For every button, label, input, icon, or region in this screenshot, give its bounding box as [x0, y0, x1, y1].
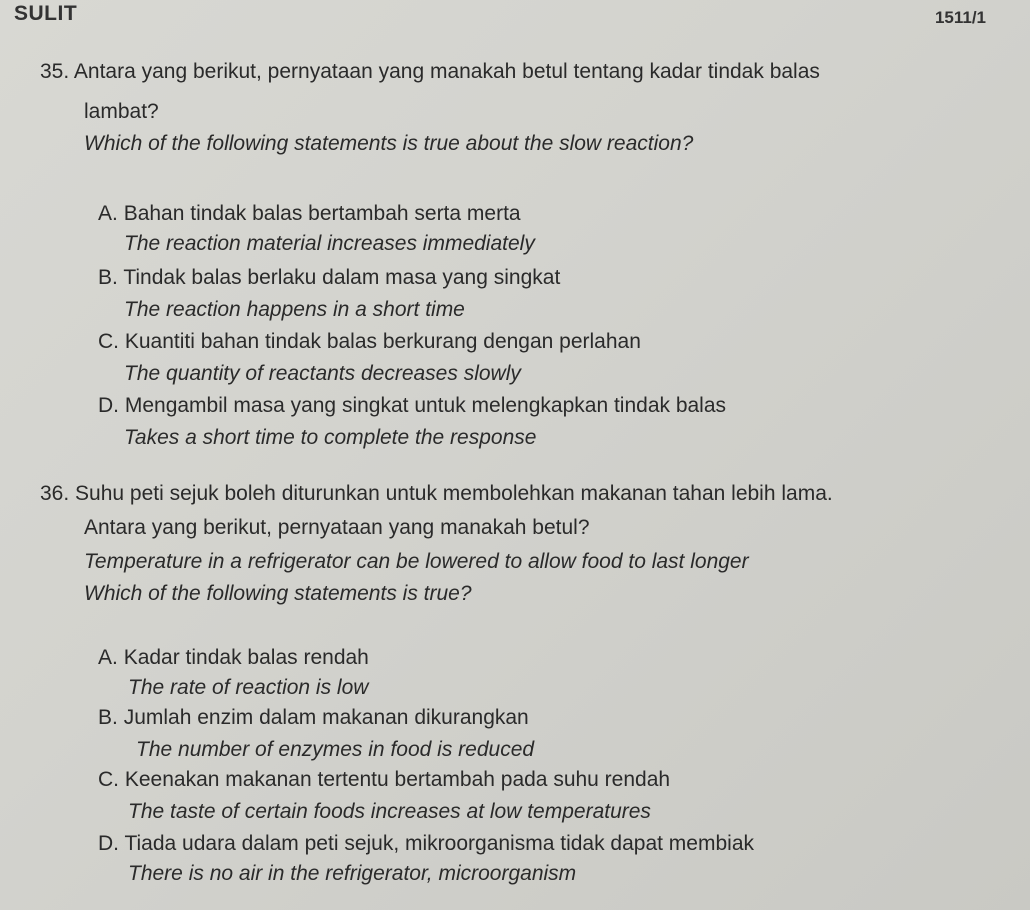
option-35-d-english: Takes a short time to complete the response — [124, 426, 537, 449]
question-36-number: 36. — [40, 482, 70, 505]
option-letter: B. — [98, 706, 118, 729]
question-35-number: 35. — [40, 60, 70, 83]
option-letter: A. — [98, 202, 118, 225]
option-35-c-malay[interactable] — [98, 330, 641, 354]
option-malay-text: Tiada udara dalam peti sejuk, mikroorganisma tidak dapat membiak — [124, 832, 754, 855]
question-35-malay-line1 — [40, 60, 820, 84]
question-35-english: Which of the following statements is true about the slow reaction? — [84, 132, 694, 155]
option-35-d-malay[interactable] — [98, 394, 726, 418]
question-36-english-line2: Which of the following statements is true? — [84, 582, 472, 605]
option-letter: C. — [98, 768, 119, 791]
option-letter: C. — [98, 330, 119, 353]
option-letter: D. — [98, 394, 119, 417]
option-malay-text: Bahan tindak balas bertambah serta merta — [123, 202, 521, 225]
option-36-d-malay[interactable] — [98, 832, 754, 856]
header-sulit: SULIT — [14, 2, 78, 25]
option-36-c-malay[interactable] — [98, 768, 670, 792]
option-36-a-english: The rate of reaction is low — [128, 676, 369, 699]
option-malay-text: Kadar tindak balas rendah — [123, 646, 369, 669]
option-35-b-english: The reaction happens in a short time — [124, 298, 465, 321]
option-35-a-malay[interactable] — [98, 202, 521, 226]
option-35-c-english: The quantity of reactants decreases slowly — [124, 362, 521, 385]
option-36-b-english: The number of enzymes in food is reduced — [136, 738, 535, 761]
header-paper-code: 1511/1 — [934, 8, 986, 27]
option-malay-text: Kuantiti bahan tindak balas berkurang dengan perlahan — [124, 330, 641, 353]
option-malay-text: Keenakan makanan tertentu bertambah pada suhu rendah — [124, 768, 671, 791]
option-malay-text: Mengambil masa yang singkat untuk melengkapkan tindak balas — [124, 394, 727, 417]
option-36-c-english: The taste of certain foods increases at low temperatures — [128, 800, 651, 823]
question-35-malay-text: Antara yang berikut, pernyataan yang manakah betul tentang kadar tindak balas — [73, 60, 820, 83]
option-36-a-malay[interactable] — [98, 646, 369, 670]
option-malay-text: Tindak balas berlaku dalam masa yang singkat — [123, 266, 561, 289]
option-letter: D. — [98, 832, 119, 855]
option-36-d-english: There is no air in the refrigerator, microorganism — [128, 862, 577, 885]
question-36-malay-line1 — [40, 482, 833, 506]
option-35-a-english: The reaction material increases immediately — [124, 232, 535, 255]
option-malay-text: Jumlah enzim dalam makanan dikurangkan — [123, 706, 529, 729]
question-36-malay-text: Suhu peti sejuk boleh diturunkan untuk membolehkan makanan tahan lebih lama. — [75, 482, 833, 505]
option-letter: B. — [98, 266, 118, 289]
option-letter: A. — [98, 646, 118, 669]
question-36-english-line1: Temperature in a refrigerator can be lowered to allow food to last longer — [84, 550, 749, 573]
option-35-b-malay[interactable] — [98, 266, 560, 290]
option-36-b-malay[interactable] — [98, 706, 529, 730]
question-36-malay-line2: Antara yang berikut, pernyataan yang manakah betul? — [84, 516, 590, 539]
question-35-malay-line2: lambat? — [84, 100, 159, 123]
